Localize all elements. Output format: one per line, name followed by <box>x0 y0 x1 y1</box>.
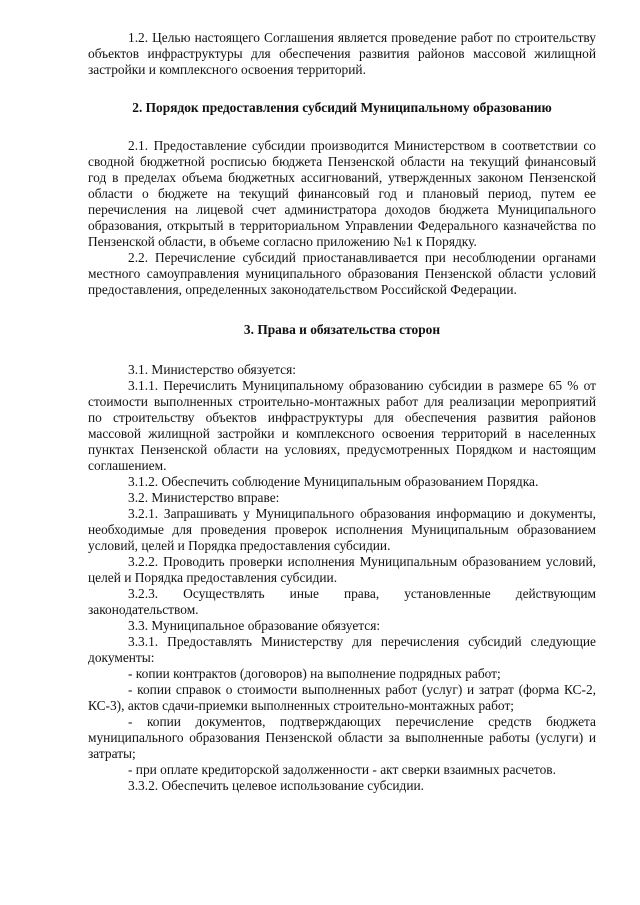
bullet-item: - при оплате кредиторской задолженности - акт сверки взаимных расчетов. <box>128 762 556 777</box>
bullet-item: - копии документов, подтверждающих перечисление средств бюджета муниципального образования Пензенской области за выполненные работы (услуги) и затраты; <box>88 714 596 761</box>
paragraph-2-1: 2.1. Предоставление субсидии производится Министерством в соответствии со сводной бюджетной росписью бюджета Пензенской области на текущий финансовый год в пределах объема бюджетных ассигнований, утвержденных законом Пензенской области о бюджете на текущий финансовый год и плановый период, путем ее перечисления на лицевой счет администратора доходов бюджета Муниципального образования, открытый в территориальном Управлении Федерального казначейства по Пензенской области, в объеме согласно приложению №1 к Порядку. <box>88 138 596 249</box>
document-page <box>88 30 596 794</box>
paragraph-3-3-2: 3.3.2. Обеспечить целевое использование субсидии. <box>128 778 425 793</box>
spacer <box>88 78 596 100</box>
spacer <box>88 298 596 322</box>
paragraph-3-3-1: 3.3.1. Предоставлять Министерству для перечисления субсидий следующие документы: <box>88 634 596 665</box>
paragraph-1-2: 1.2. Целью настоящего Соглашения является проведение работ по строительству объектов инфраструктуры для обеспечения развития районов массовой жилищной застройки и комплексного освоения территорий. <box>88 30 596 77</box>
paragraph-3-2-3: 3.2.3. Осуществлять иные права, установленные действующим законодательством. <box>88 586 596 617</box>
paragraph-3-3: 3.3. Муниципальное образование обязуется: <box>128 618 381 633</box>
bullet-item: - копии контрактов (договоров) на выполнение подрядных работ; <box>128 666 501 681</box>
paragraph-3-2: 3.2. Министерство вправе: <box>128 490 280 505</box>
paragraph-3-2-2: 3.2.2. Проводить проверки исполнения Муниципальным образованием условий, целей и Порядка предоставления субсидии. <box>88 554 596 585</box>
spacer <box>88 116 596 138</box>
paragraph-3-1-2: 3.1.2. Обеспечить соблюдение Муниципальным образованием Порядка. <box>128 474 539 489</box>
paragraph-3-1: 3.1. Министерство обязуется: <box>128 362 296 377</box>
bullet-item: - копии справок о стоимости выполненных работ (услуг) и затрат (форма КС-2, КС-3), актов сдачи-приемки выполненных строительно-монтажных работ; <box>88 682 596 713</box>
section-heading-2: 2. Порядок предоставления субсидий Муниципальному образованию <box>132 100 552 115</box>
paragraph-3-2-1: 3.2.1. Запрашивать у Муниципального образования информацию и документы, необходимые для проведения проверок исполнения Муниципальным образованием условий, целей и Порядка предоставления субсидии. <box>88 506 596 553</box>
paragraph-3-1-1: 3.1.1. Перечислить Муниципальному образованию субсидии в размере 65 % от стоимости выполненных строительно-монтажных работ для реализации мероприятий по строительству объектов инфраструктуры для обеспечения развития районов массовой жилищной застройки и комплексного освоения территорий в населенных пунктах Пензенской области на условиях, предусмотренных Порядком и настоящим соглашением. <box>88 378 596 473</box>
paragraph-2-2: 2.2. Перечисление субсидий приостанавливается при несоблюдении органами местного самоуправления муниципального образования Пензенской области условий предоставления, определенных законодательством Российской Федерации. <box>88 250 596 297</box>
section-heading-3: 3. Права и обязательства сторон <box>243 322 441 337</box>
spacer <box>88 338 596 362</box>
